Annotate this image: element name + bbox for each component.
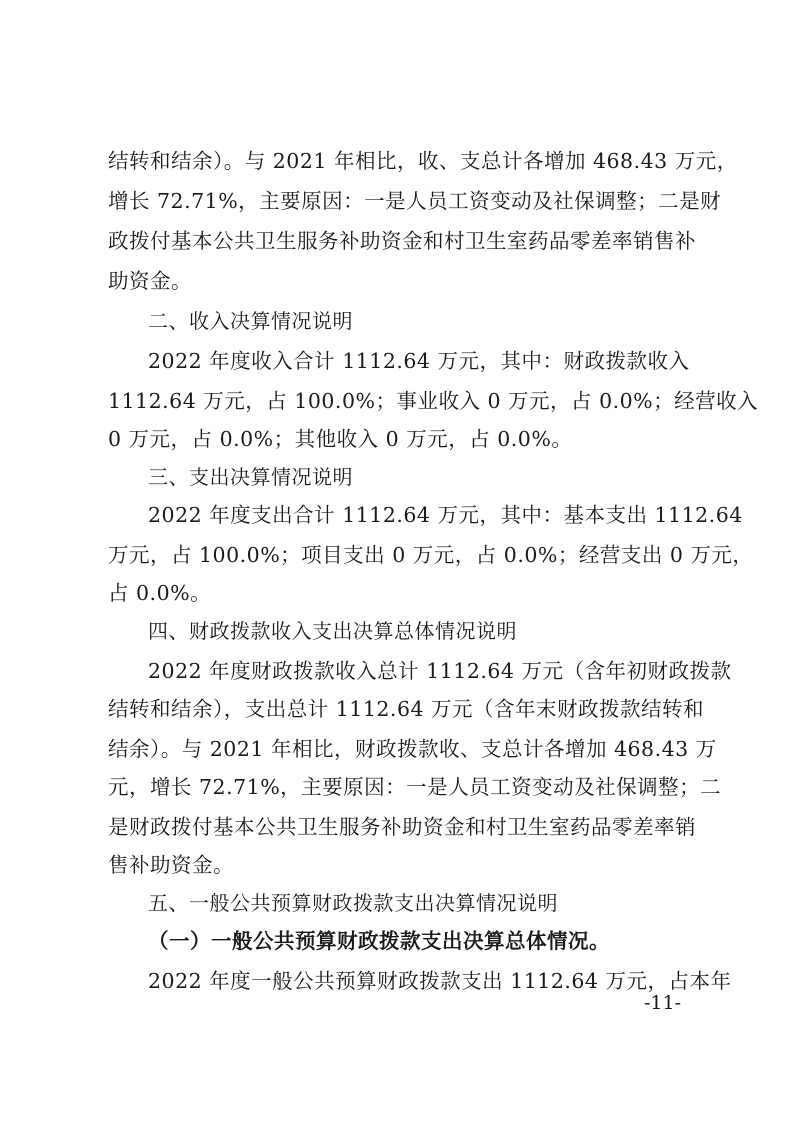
body-text-line: 结余）。与 2021 年相比，财政拨款收、支总计各增加 468.43 万 — [108, 737, 717, 761]
body-text-line: 售补助资金。 — [108, 853, 234, 877]
body-text-line: 结转和结余）。与 2021 年相比，收、支总计各增加 468.43 万元， — [108, 149, 738, 173]
section-heading-expenditure: 三、支出决算情况说明 — [148, 465, 353, 489]
section-heading-income: 二、收入决算情况说明 — [148, 309, 353, 333]
body-text-line: 是财政拨付基本公共卫生服务补助资金和村卫生室药品零差率销 — [108, 815, 696, 839]
body-text-line: 2022 年度支出合计 1112.64 万元，其中：基本支出 1112.64 — [148, 503, 743, 527]
body-text-line: 政拨付基本公共卫生服务补助资金和村卫生室药品零差率销售补 — [108, 229, 696, 253]
body-text-line: 增长 72.71%，主要原因：一是人员工资变动及社保调整；二是财 — [108, 189, 722, 213]
subsection-heading-overall: （一）一般公共预算财政拨款支出决算总体情况。 — [148, 929, 610, 953]
section-heading-general-budget: 五、一般公共预算财政拨款支出决算情况说明 — [148, 891, 558, 915]
section-heading-fiscal-appropriation: 四、财政拨款收入支出决算总体情况说明 — [148, 619, 517, 643]
body-text-line: 2022 年度收入合计 1112.64 万元，其中：财政拨款收入 — [148, 349, 690, 373]
body-text-line: 占 0.0%。 — [108, 581, 212, 605]
body-text-line: 万元，占 100.0%；项目支出 0 万元，占 0.0%；经营支出 0 万元， — [108, 543, 754, 567]
body-text-line: 2022 年度财政拨款收入总计 1112.64 万元（含年初财政拨款 — [148, 659, 732, 683]
body-text-line: 元，增长 72.71%，主要原因：一是人员工资变动及社保调整；二 — [108, 775, 722, 799]
page-number: -11- — [643, 992, 681, 1014]
body-text-line: 结转和结余），支出总计 1112.64 万元（含年末财政拨款结转和 — [108, 697, 705, 721]
body-text-line: 助资金。 — [108, 269, 192, 293]
body-text-line: 0 万元，占 0.0%；其他收入 0 万元，占 0.0%。 — [108, 427, 573, 451]
body-text-line: 2022 年度一般公共预算财政拨款支出 1112.64 万元，占本年 — [148, 969, 732, 993]
body-text-line: 1112.64 万元，占 100.0%；事业收入 0 万元，占 0.0%；经营收入 — [108, 389, 759, 413]
